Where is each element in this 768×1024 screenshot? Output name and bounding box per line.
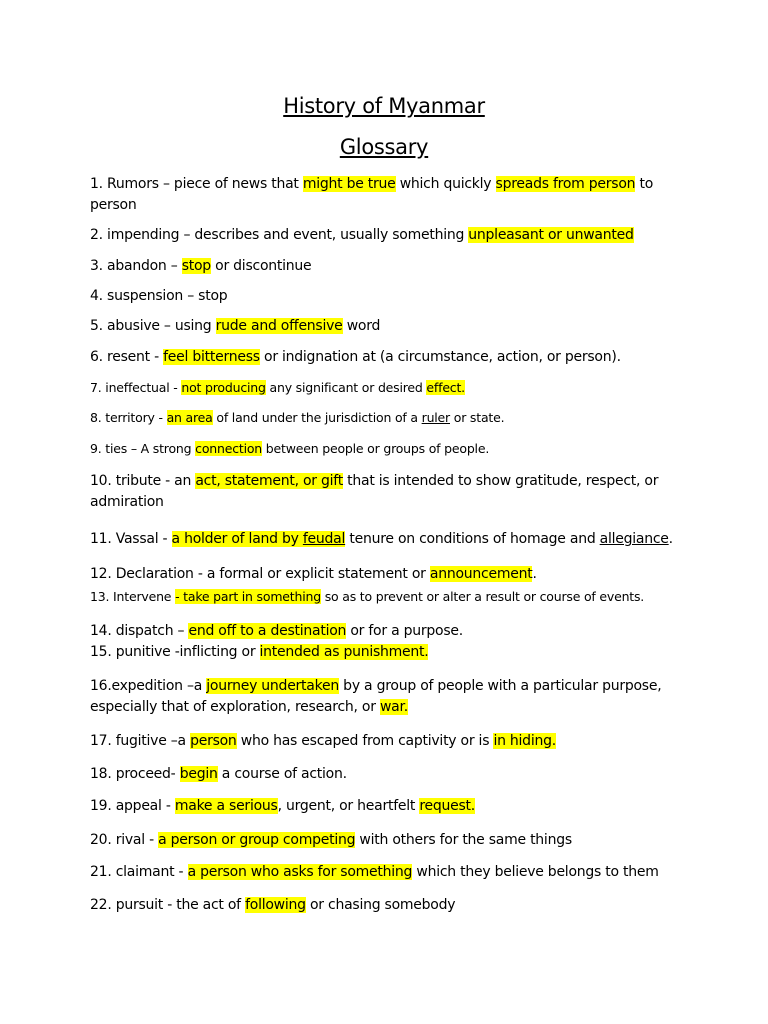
glossary-entry [90, 529, 680, 550]
highlighted-text: rude and offensive [215, 318, 343, 334]
entry-text: 16.expedition –a [90, 678, 207, 694]
entry-text: 18. proceed- [90, 766, 180, 782]
entry-text: 2. impending – describes and event, usually something [90, 227, 469, 243]
glossary-entry [90, 676, 680, 718]
highlighted-text: act, statement, or gift [195, 473, 343, 489]
highlighted-text: person [190, 733, 237, 749]
glossary-entry [90, 174, 680, 216]
highlighted-text: in hiding. [493, 733, 556, 749]
highlighted-text: a person or group competing [158, 832, 356, 848]
entry-text: between people or groups of people. [262, 441, 490, 456]
document-subtitle: Glossary [339, 135, 429, 159]
entry-text: ruler [421, 410, 450, 425]
entry-text: 21. claimant - [90, 864, 188, 880]
entry-text: 19. appeal - [90, 798, 175, 814]
highlighted-text: end off to a destination [188, 623, 347, 639]
document-title: History of Myanmar [283, 94, 485, 118]
highlighted-text: might be true [302, 176, 396, 192]
entry-text: 10. tribute - an [90, 473, 196, 489]
entry-text: or indignation at (a circumstance, action, or person). [259, 349, 621, 365]
entry-text: of land under the jurisdiction of a [212, 410, 422, 425]
glossary-entry [90, 438, 680, 459]
entry-text: 4. suspension – stop [90, 288, 228, 304]
entry-text: 9. ties – A strong [90, 441, 196, 456]
entry-text: any significant or desired [265, 380, 427, 395]
glossary-entry [90, 764, 680, 785]
glossary-entry [90, 407, 680, 428]
entry-text: 1. Rumors – piece of news that [90, 176, 303, 192]
entry-text: which quickly [395, 176, 496, 192]
entry-text: 17. fugitive –a [90, 733, 191, 749]
glossary-entry [90, 286, 680, 307]
entry-text: . [532, 566, 537, 582]
entry-text: tenure on conditions of homage and [345, 531, 600, 547]
highlighted-text: stop [181, 258, 211, 274]
entry-text: 5. abusive – using [90, 318, 216, 334]
entry-text: that is intended to show gratitude, respect, or admiration [90, 473, 663, 510]
entry-text: 14. dispatch – [90, 623, 189, 639]
entry-text: 6. resent - [90, 349, 164, 365]
glossary-entry [90, 377, 680, 398]
entry-text: , urgent, or heartfelt [277, 798, 420, 814]
entry-text: 22. pursuit - the act of [90, 897, 246, 913]
highlighted-text: effect. [426, 380, 465, 395]
entry-text: by a group of people with a particular purpose, especially that of exploration, research, or [90, 678, 666, 715]
glossary-entry [90, 471, 680, 513]
glossary-entry [90, 796, 680, 817]
entry-text: or discontinue [210, 258, 312, 274]
entry-text: 15. punitive -inflicting or [90, 644, 260, 660]
entry-text: 3. abandon – [90, 258, 182, 274]
entry-text: 20. rival - [90, 832, 159, 848]
highlighted-text: announcement [429, 566, 533, 582]
entry-text: which they believe belongs to them [412, 864, 659, 880]
glossary-entry [90, 564, 680, 585]
glossary-entry [90, 621, 680, 642]
highlighted-text: an area [166, 410, 213, 425]
entry-text: or state. [450, 410, 505, 425]
glossary-entry [90, 731, 680, 752]
entry-text: 12. Declaration - a formal or explicit statement or [90, 566, 430, 582]
highlighted-text: feel bitterness [163, 349, 260, 365]
highlighted-text: a person who asks for something [187, 864, 413, 880]
entry-text: with others for the same things [355, 832, 572, 848]
glossary-entry [90, 895, 680, 916]
glossary-entry [90, 862, 680, 883]
highlighted-text: following [245, 897, 306, 913]
glossary-entry [90, 586, 680, 607]
entry-text: . [668, 531, 673, 547]
entry-text: 8. territory - [90, 410, 167, 425]
entry-text: or for a purpose. [346, 623, 463, 639]
highlighted-text: not producing [181, 380, 266, 395]
glossary-entry [90, 225, 680, 246]
entry-text: who has escaped from captivity or is [236, 733, 494, 749]
entry-text: word [342, 318, 381, 334]
entry-text: or chasing somebody [305, 897, 456, 913]
highlighted-text: connection [195, 441, 263, 456]
entry-text: a course of action. [217, 766, 347, 782]
highlighted-text: begin [179, 766, 218, 782]
highlighted-text: spreads from person [495, 176, 636, 192]
entry-text: allegiance [599, 531, 669, 547]
entry-text: 11. Vassal - [90, 531, 172, 547]
highlighted-text: unpleasant or unwanted [468, 227, 634, 243]
highlighted-text: - take part in something [175, 589, 321, 604]
entry-text: so as to prevent or alter a result or course of events. [320, 589, 645, 604]
highlighted-text: feudal [302, 531, 346, 547]
highlighted-text: a holder of land by [171, 531, 303, 547]
entry-text: 7. ineffectual - [90, 380, 182, 395]
entry-text: to person [90, 176, 658, 213]
glossary-entry [90, 347, 680, 368]
highlighted-text: intended as punishment. [259, 644, 429, 660]
glossary-entry [90, 256, 680, 277]
glossary-entry [90, 316, 680, 337]
glossary-entry [90, 830, 680, 851]
glossary-entry [90, 642, 680, 663]
highlighted-text: make a serious [174, 798, 278, 814]
highlighted-text: journey undertaken [206, 678, 339, 694]
highlighted-text: request. [419, 798, 475, 814]
entry-text: 13. Intervene [90, 589, 176, 604]
highlighted-text: war. [379, 699, 408, 715]
